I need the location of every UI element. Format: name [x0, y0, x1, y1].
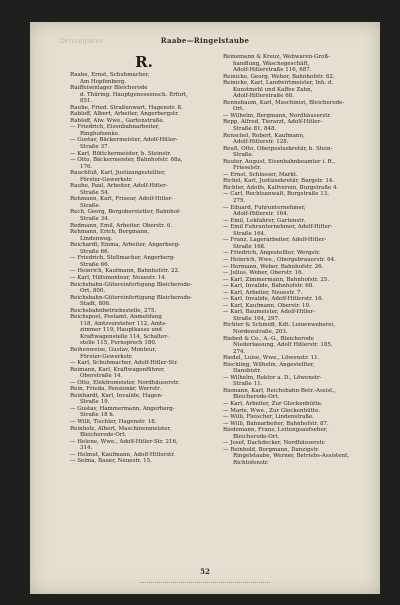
directory-entry-line: Niederlassung, Adolf Hitlerstr. 185, [233, 342, 333, 349]
directory-entry-line: — Selma, Bauer, Neuestr. 15. [70, 458, 152, 465]
directory-entry-line: Richter, Adolfs, Kalfverein, Burgstraße 4. [223, 184, 339, 191]
directory-entry-line: Am Hopfenberg. [80, 78, 127, 85]
directory-entry-line: — Gustav, Bäckermeister, Adolf-Hitler- [70, 137, 178, 144]
directory-entry-line: Straße 168. [233, 243, 266, 250]
directory-entry-line: — Heinrich, Wwe., Obergebrauerstr. 64. [223, 256, 336, 263]
directory-entry-line: — Karl, Zimmermann, Bahnhofstr. 25. [223, 276, 330, 283]
directory-entry-line: — Heinrich, Kaufmann, Bahnhofstr. 22. [70, 268, 180, 275]
directory-entry-line: — Karl, Arbeiter, Zur Glockenhütte. [223, 400, 323, 407]
directory-entry-line: Adolf-Hitlerstr. 128. [233, 139, 289, 146]
directory-entry-line: — Hermann, Weber, Bahnhofstr. 26. [223, 263, 324, 270]
directory-entry-line: Rauhe, Paul, Arbeiter, Adolf-Hitler- [70, 183, 168, 190]
directory-entry-line: Renschel, Robert, Kaufmann, [223, 132, 305, 139]
directory-entry-line: Reichsbahnbetriebsstelle, 275. [70, 307, 157, 314]
directory-entry-line: stelle 115, Fernsprech 180. [80, 340, 157, 347]
directory-entry-line: Ort, 800. [80, 288, 106, 295]
directory-entry-line: Straße 11. [233, 381, 263, 388]
directory-entry-line: Rein, Frieda, Pensionär, Werrstr. [70, 386, 161, 393]
directory-entry-line: Bleicherode-Ort. [80, 432, 127, 439]
directory-entry-line: — Marie, Wwe., Zur Glockenhütte. [223, 407, 321, 414]
section-letter: R. [135, 53, 153, 71]
directory-entry-line: Straße 164, 297. [233, 315, 280, 322]
directory-entry-line: handlung, Wäschegeschäft, [233, 60, 310, 67]
directory-entry-line: Riebed & Co., A.-G., Bleicherode [223, 335, 314, 342]
directory-entry-line: — Otto, Elektromeister, Nordhäuserstr. [70, 379, 180, 386]
directory-entry-line: — Karl, Invalide, Bahnhofstr. 68. [223, 283, 315, 290]
directory-entry-line: Förster-Gewerkstr. [80, 176, 133, 183]
directory-entry-line: Straße 66. [80, 248, 110, 255]
directory-entry-line: Reinhardt, Karl, Invalide, Hagen- [70, 392, 163, 399]
directory-entry-line: — Friedrich, Angestellter, Wergstr. [223, 250, 321, 257]
directory-entry-line: Reuß, Otto, Oberpostsekretär, b. Stein- [223, 145, 333, 152]
directory-entry-line: Riechling, Wilhelm, Angestellter, [223, 361, 315, 368]
directory-entry-line: — Wilhelm, Bergmann, Nordhäuserstr. [223, 112, 332, 119]
directory-entry-line: 274. [233, 348, 246, 355]
directory-entry-line: Förster-Gewerkstr. [80, 353, 133, 360]
directory-entry-line: Bleicherode-Ort. [233, 433, 280, 440]
page-number: 52 [200, 567, 210, 576]
directory-entry-line: zimmer 119, Hauptkasse und [80, 327, 162, 334]
directory-entry-line: Rehmann, Karl, Friseur, Adolf-Hitler- [70, 196, 174, 203]
directory-entry-line: — Karl, Kaufmann, Oberstr. 10. [223, 302, 311, 309]
directory-entry-line: — Karl, Schuhmacher, Adolf-Hitler-Str. [70, 360, 179, 367]
directory-entry-line: — Ernst, Schlosser, Markt. [223, 171, 298, 178]
directory-entry-line: Reichsbahn-Gütereinfertigung Bleicherode- [70, 281, 192, 288]
directory-entry-line: — Wilhelm, Rektor a. D., Löwenstr- [223, 374, 322, 381]
directory-entry-line: Straße 54. [80, 189, 110, 196]
directory-entry-line: Rehmann, Erich, Bergmann, [70, 229, 150, 236]
directory-page [30, 22, 380, 594]
directory-entry-line: — Willi, Tischler, Hagenstr. 18. [70, 418, 157, 425]
directory-entry-line: Straße 66. [80, 261, 110, 268]
directory-entry-line: Ringhofsenke. [80, 130, 120, 137]
directory-entry-line: — Emil, Lokfahrer, Gartenstr. [223, 217, 306, 224]
directory-entry-line: Richel, Karl, Justizsekretär, Burgstr. 14. [223, 178, 335, 185]
directory-entry-line: — Franz, Lagerarbeiter, Adolf-Hitler- [223, 237, 327, 244]
directory-entry-line: — Helmut, Kaufmann, Adolf-Hitlerstr. [70, 451, 176, 458]
directory-entry-line: Adolf-Hitlerstr. 164. [233, 211, 289, 218]
directory-entry-line: — Friedrich, Stellmacher, Angerberg- [70, 255, 176, 262]
directory-entry-line: Kraftwagenstelle 114, Schalter- [80, 333, 169, 340]
directory-entry-line: — Gustav, Hammermann, Angerberg- [70, 405, 175, 412]
directory-entry-line: Straße 18 h. [80, 412, 115, 419]
directory-entry-line: Adolf-Hitlerstraße 68. [233, 93, 295, 100]
directory-entry-line: Ringelstaube, Werner, Betriebs-Assistent, [233, 453, 350, 460]
directory-entry-line: — Helene, Wwe., Adolf-Hitler-Str. 216, [70, 438, 178, 445]
directory-entry-line: Reinholz, Albert, Maschinenmeister, [70, 425, 172, 432]
directory-entry-line: 851. [80, 98, 93, 105]
directory-entry-line: Straße. [80, 202, 101, 209]
directory-entry-line: Reichsbahn-Gütereinfertigung Bleicherode- [70, 294, 192, 301]
directory-entry-line: Raabe, Ernst, Schuhmacher, [70, 72, 150, 78]
directory-entry-line: — Reinhold, Bergmann, Danzigstr. [223, 446, 320, 453]
directory-entry-line: Straße 81, 848. [233, 126, 277, 133]
directory-entry-line: — Emil Fuhrunternehmer, Adolf-Hitler- [223, 224, 333, 231]
directory-entry-line: Richter & Schmidt, Kdt. Leinenweberei, [223, 322, 336, 329]
directory-entry-line: — Julius, Weber, Oberstr. 16. [223, 270, 304, 277]
directory-entry-line: — Karl, Hilfsmonteur, Neuestr. 14. [70, 274, 167, 281]
directory-entry-line: Rauhe, Fried. Straßenwart, Hagenstr. 8. [70, 104, 183, 111]
directory-entry-line: Repp, Alfred, Tierarzt, Adolf-Hitler- [223, 119, 322, 126]
directory-entry-line: 314. [80, 445, 93, 452]
directory-entry-line: Reuter, August, Eisenbahnbeamter i. R., [223, 158, 336, 165]
directory-entry-line: Reihenweise, Gustav, Monteur, [70, 346, 157, 353]
directory-entry-line: Reichardt, Emma, Arbeiter, Angerberg- [70, 242, 180, 249]
directory-entry-line: Stadt, 806. [80, 301, 111, 308]
directory-entry-line: Raiffeisenlager Bleicherode [70, 85, 148, 92]
directory-entry-line: Riedemann, Franz, Leitungsaufseher, [223, 427, 328, 434]
directory-entry-line: 275. [233, 198, 246, 205]
directory-entry-line: Adolf-Hitlerstraße 116, 687. [233, 67, 312, 74]
directory-entry-line: Straße 34. [80, 216, 110, 223]
directory-entry-line: — Karl, Baumeister, Adolf-Hitler- [223, 309, 315, 316]
footer-rule [140, 582, 270, 583]
directory-entry-line: Kunstmehl und Kaffee Zahn, [233, 86, 313, 93]
directory-entry-line: — Eduard, Fuhrunternehmer, [223, 204, 306, 211]
directory-entry-line: Ort. [233, 106, 245, 113]
directory-entry-line: Straße 37. [80, 144, 110, 151]
directory-entry-line: Rabloff, Albert, Arbeiter, Angerbergstr. [70, 111, 179, 118]
directory-entry-line: Rauchfuß, Karl, Justizangestellter, [70, 170, 166, 177]
directory-entry-line: Reichspost, Postamt, Anmeldung [70, 314, 162, 321]
directory-entry-line: Reimann, Karl, Kraftwagenführer, [70, 366, 165, 373]
right-column [223, 54, 373, 466]
directory-entry-line: Bleicherode-Ort. [233, 394, 280, 401]
directory-entry-line: Riemann, Karl, Reichsbahn-Betr.-Assist., [223, 387, 336, 394]
directory-entry-line: Reinicke, Georg, Weber, Bahnhofstr. 62. [223, 73, 335, 80]
directory-entry-line: Dansbistr. [233, 368, 262, 375]
directory-entry-line: Oberstraße 14. [80, 373, 123, 380]
directory-entry-line: Frieselstr. [233, 165, 262, 172]
directory-entry-line: Richtofenstr. [233, 459, 269, 466]
directory-entry-line: d. Thüring. Hauptgenossensch. Erfurt, [80, 91, 188, 98]
directory-entry-line: — Willi, Bahnarbeiter, Bahnhofstr. 87. [223, 420, 329, 427]
directory-entry-line: — Willi, Fleischer, Lindenstraße. [223, 414, 315, 421]
directory-entry-line: — Karl, Invalide, Adolf-Hitlerstr. 16. [223, 296, 324, 303]
directory-entry-line: Lindenweg. [80, 235, 113, 242]
directory-entry-line: — Josef, Dachdecker, Nordhäuserstr. [223, 440, 326, 447]
directory-entry-line: Rech, Georg, Bergoberstetter, Bahnhof- [70, 209, 181, 216]
page-header: Raabe—Ringelstaube [160, 36, 250, 45]
directory-entry-line: Redmann, Emil, Arbeiter, Oberstr. 6. [70, 222, 173, 229]
directory-entry-line: — Carl, Rechtsanwalt, Burgstraße 13, [223, 191, 330, 198]
left-column [70, 54, 218, 465]
directory-entry-line: Straße 164. [233, 230, 266, 237]
directory-entry-line: Straße. [233, 152, 254, 159]
directory-entry-line: — Karl, Böttchermeister, b. Steinstr. [70, 150, 172, 157]
directory-entry-line: Rennebaum, Karl, Maschinist, Bleicherode- [223, 99, 345, 106]
directory-entry-line: 118, Amtsvorsteher 112, Amts- [80, 320, 167, 327]
library-stamp: Ortsregister [60, 38, 104, 45]
directory-entry-line: Reinemann & Kreuz, Webwaren-Groß- [223, 54, 330, 60]
directory-entry-line: Rabloff, Alw. Wwe., Gartenstraße. [70, 117, 165, 124]
directory-entry-line: — Otto, Bäckermeister, Bahnhofstr. 68a, [70, 157, 183, 164]
directory-entry-line: Reinicke, Karl, Landwirtmeister, Inh. d. [223, 80, 334, 87]
directory-entry-line: Straße 19. [80, 399, 110, 406]
directory-entry-line: — Friedrich, Eisenbahnarbeiter, [70, 124, 160, 131]
directory-entry-line: 176. [80, 163, 93, 170]
directory-entry-line: — Karl, Arbeiter, Neuestr. 7. [223, 289, 303, 296]
directory-entry-line: Riedel, Luise, Wwe., Löwenstr. 11. [223, 355, 320, 362]
directory-entry-line: Nordenstraße, 203. [233, 328, 288, 335]
